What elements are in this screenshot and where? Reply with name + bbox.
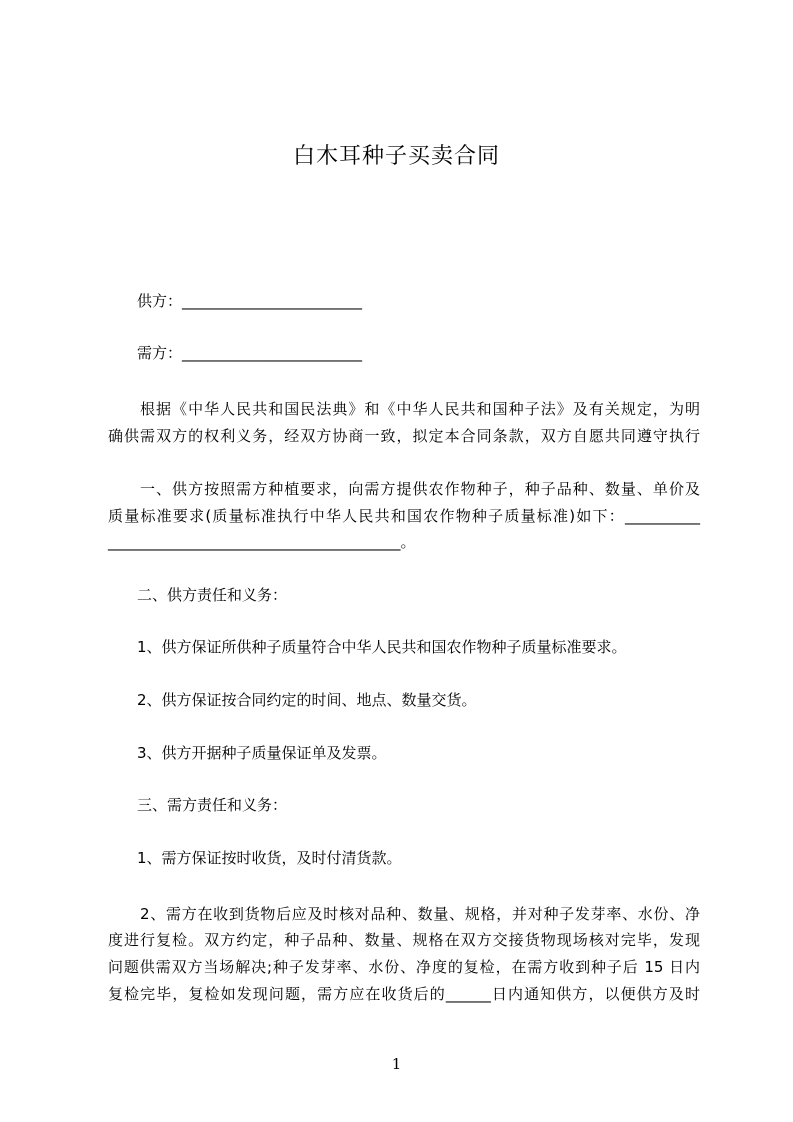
clause3-item-2-line-2: 度进行复检。双方约定，种子品种、数量、规格在双方交接货物现场核对完毕，发现 <box>108 931 700 949</box>
clause2-item-3: 3、供方开据种子质量保证单及发票。 <box>137 744 387 762</box>
clause1-line-3: _______________________________________。 <box>108 533 416 551</box>
clause3-item-2-line-1: 2、需方在收到货物后应及时核对品种、数量、规格，并对种子发芽率、水份、净 <box>140 905 700 923</box>
page-number: 1 <box>391 1055 402 1073</box>
clause2-heading: 二、供方责任和义务： <box>137 586 288 604</box>
clause3-item-2-line-3: 问题供需双方当场解决;种子发芽率、水份、净度的复检，在需方收到种子后 15 日内 <box>108 958 700 976</box>
page-title: 白木耳种子买卖合同 <box>292 144 500 169</box>
preamble-line-2: 确供需双方的权利义务，经双方协商一致，拟定本合同条款，双方自愿共同遵守执行 <box>108 427 700 445</box>
clause3-heading: 三、需方责任和义务： <box>137 796 288 814</box>
preamble-line-1: 根据《中华人民共和国民法典》和《中华人民共和国种子法》及有关规定，为明 <box>140 400 700 418</box>
clause3-item-1: 1、需方保证按时收货，及时付清货款。 <box>137 849 402 867</box>
clause2-item-1: 1、供方保证所供种子质量符合中华人民共和国农作物种子质量标准要求。 <box>137 638 627 656</box>
clause1-line-2: 质量标准要求(质量标准执行中华人民共和国农作物种子质量标准)如下：__________ <box>108 507 700 525</box>
clause3-item-2-line-4: 复检完毕，复检如发现问题，需方应在收货后的______日内通知供方，以便供方及时 <box>108 985 700 1003</box>
clause2-item-2: 2、供方保证按合同约定的时间、地点、数量交货。 <box>137 691 477 709</box>
buyer-field: 需方：________________________ <box>137 344 363 362</box>
supplier-field: 供方：________________________ <box>137 292 363 310</box>
clause1-line-1: 一、供方按照需方种植要求，向需方提供农作物种子，种子品种、数量、单价及 <box>140 480 700 498</box>
